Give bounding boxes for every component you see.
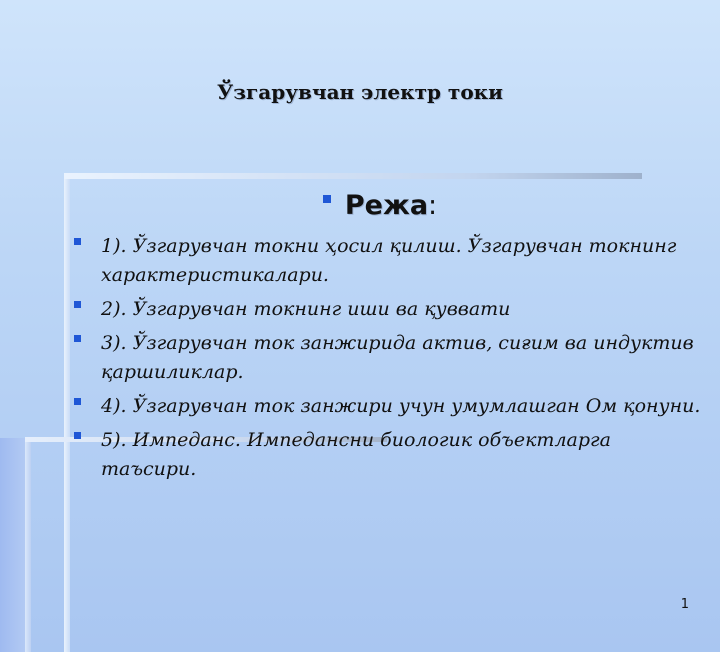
decorative-vertical-line [64,176,70,652]
square-bullet-icon [74,238,81,245]
list-item-text: 5). Импеданс. Импедансни биологик объектларга таъсири. [101,429,611,480]
plan-heading [0,190,720,221]
square-bullet-icon [323,195,331,203]
list-item-text: 4). Ўзгарувчан ток занжири учун умумлашган Ом қонуни. [101,395,701,417]
plan-heading-word: Режа [344,190,429,221]
list-item [74,329,704,387]
list-item-text: 1). Ўзгарувчан токни ҳосил қилиш. Ўзгарувчан токнинг характеристикалари. [101,235,677,286]
square-bullet-icon [74,398,81,405]
square-bullet-icon [74,301,81,308]
list-item [74,295,704,324]
page-number: 1 [680,597,689,612]
plan-heading-colon: : [428,190,438,221]
square-bullet-icon [74,432,81,439]
list-item [74,392,704,421]
list-item [74,232,704,290]
plan-list [74,232,704,489]
list-item-text: 2). Ўзгарувчан токнинг иши ва қуввати [101,298,511,320]
decorative-horizontal-line [64,173,642,179]
square-bullet-icon [74,335,81,342]
list-item [74,426,704,484]
list-item-text: 3). Ўзгарувчан ток занжирида актив, сиғим ва индуктив қаршиликлар. [101,332,694,383]
slide-title: Ўзгарувчан электр токи [217,80,503,104]
decorative-vertical-line-lower [25,438,31,652]
